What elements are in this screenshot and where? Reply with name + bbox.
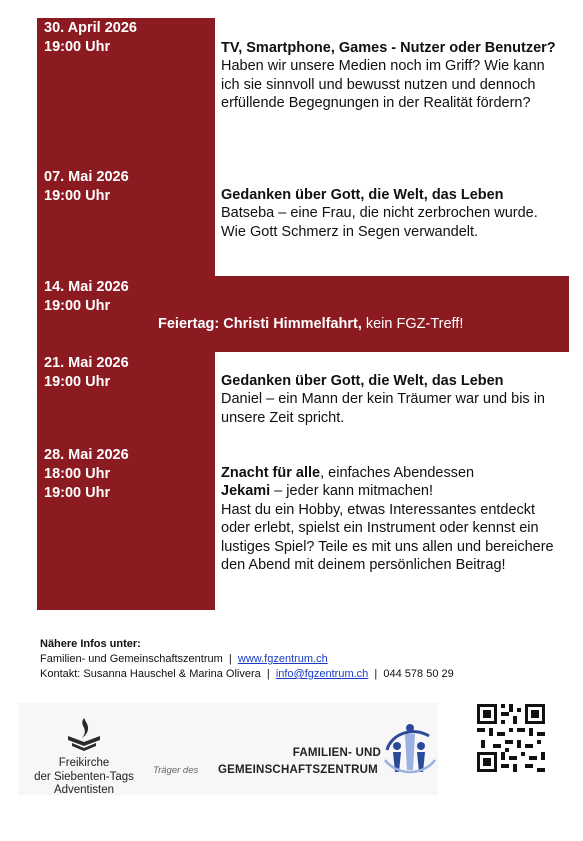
event-date-label: 14. Mai 2026 (44, 279, 129, 295)
event-entry-4 (221, 372, 566, 427)
znacht-title: Znacht für alle (221, 465, 321, 481)
znacht-line (221, 464, 566, 482)
jekami-line (221, 482, 566, 500)
event-time-label: 19:00 Uhr (44, 39, 111, 55)
event-title: TV, Smartphone, Games - Nutzer oder Benutzer? (221, 40, 556, 56)
contact-info (40, 637, 454, 682)
jekami-title: Jekami (221, 483, 271, 500)
event-time-label: 19:00 Uhr (44, 188, 111, 204)
event-time-label: 19:00 Uhr (44, 298, 111, 314)
sda-name (22, 757, 146, 798)
sda-line: Freikirche (58, 757, 110, 769)
email-link[interactable]: info@fgzentrum.ch (275, 668, 369, 680)
sda-logo (22, 716, 146, 798)
sda-flame-bible-icon (64, 716, 104, 752)
event-date-label: 28. Mai 2026 (44, 447, 129, 463)
event-time-label: 19:00 Uhr (44, 485, 111, 501)
sda-line: Adventisten (53, 784, 115, 796)
org-name: Familien- und Gemeinschaftszentrum | (40, 653, 238, 665)
event-date-label: 30. April 2026 (44, 20, 137, 36)
info-line-1 (40, 653, 328, 665)
website-link[interactable]: www.fgzentrum.ch (237, 653, 328, 665)
phone-number: | 044 578 50 29 (368, 668, 454, 680)
info-line-2 (40, 668, 454, 680)
event-date-4 (44, 354, 129, 392)
event-time-label: 19:00 Uhr (44, 374, 111, 390)
event-date-3 (44, 278, 129, 316)
event-date-2 (44, 168, 129, 206)
event-description: Daniel – ein Mann der kein Träumer war und bis in unsere Zeit spricht. (221, 391, 545, 426)
event-title: Gedanken über Gott, die Welt, das Leben (221, 373, 504, 389)
event-date-label: 21. Mai 2026 (44, 355, 129, 371)
info-heading: Nähere Infos unter: (40, 638, 141, 650)
event-time-label: 18:00 Uhr (44, 466, 111, 482)
fgz-family-icon (383, 720, 437, 778)
sda-line: der Siebenten-Tags (34, 770, 134, 783)
holiday-note: kein FGZ-Treff! (361, 316, 464, 332)
event-entry-1 (221, 39, 566, 113)
event-entry-2 (221, 186, 566, 241)
traeger-label: Träger des (153, 765, 199, 776)
event-description: Wie Gott Schmerz in Segen verwandelt. (221, 223, 479, 240)
holiday-title: Feiertag: Christi Himmelfahrt, (158, 316, 362, 332)
event-description: Hast du ein Hobby, etwas Interessantes entdeckt oder erlebt, spielst ein Instrument oder kennst ein lustiges Spiel? Teile es mit uns allen und bereichere den Abend mit deinem persönlichen Beitrag! (221, 501, 554, 574)
event-date-1 (44, 19, 137, 57)
jekami-note: – jeder kann mitmachen! (270, 483, 433, 500)
event-title: Gedanken über Gott, die Welt, das Leben (221, 187, 504, 203)
event-date-label: 07. Mai 2026 (44, 169, 129, 185)
contact-names: Kontakt: Susanna Hauschel & Marina Olivera | (40, 668, 276, 680)
fgz-logo-text (218, 745, 381, 779)
fgz-line-2: GEMEINSCHAFTSZENTRUM (218, 764, 378, 776)
fgz-line-1: FAMILIEN- UND (292, 747, 381, 759)
event-entry-5 (221, 464, 566, 574)
qr-code-icon (475, 702, 547, 774)
znacht-note: , einfaches Abendessen (320, 465, 475, 481)
event-description: Batseba – eine Frau, die nicht zerbrochen wurde. (221, 205, 538, 222)
event-description: Haben wir unsere Medien noch im Griff? Wie kann ich sie sinnvoll und bewusst nutzen und dennoch erfüllende Begegnungen in der Realität fördern? (221, 58, 545, 112)
event-date-5 (44, 446, 129, 503)
holiday-notice (158, 315, 463, 333)
